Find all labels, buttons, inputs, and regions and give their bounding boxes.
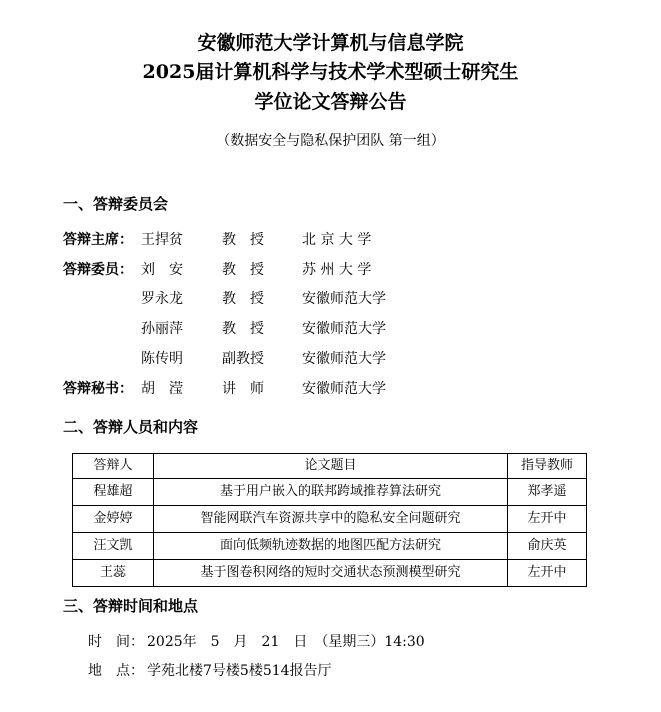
committee-heading: 一、答辩委员会 — [63, 195, 169, 213]
member-title: 教 授 — [222, 262, 264, 278]
table-row — [73, 506, 587, 533]
student-cell: 程雄超 — [73, 479, 154, 506]
topic-cell: 基于用户嵌入的联邦跨域推荐算法研究 — [154, 479, 508, 506]
table-row — [73, 533, 587, 560]
member-unit: 安徽师范大学 — [302, 351, 386, 367]
member-unit: 北 京 大 学 — [302, 232, 372, 248]
table-header-row — [73, 454, 587, 479]
member-unit: 安徽师范大学 — [302, 321, 386, 337]
time-value: 2025年 5 月 21 日 （星期三）14:30 — [147, 634, 425, 650]
column-header: 答辩人 — [73, 454, 154, 479]
member-name: 刘 安 — [141, 262, 183, 278]
advisor-cell: 郑孝遥 — [508, 479, 587, 506]
defense-table — [72, 453, 587, 587]
advisor-cell: 俞庆英 — [508, 533, 587, 560]
member-name: 陈传明 — [141, 351, 183, 367]
member-name: 孙丽萍 — [141, 321, 183, 337]
member-title: 教 授 — [222, 321, 264, 337]
member-title: 讲 师 — [222, 381, 264, 397]
advisor-cell: 左开中 — [508, 506, 587, 533]
column-header: 论文题目 — [154, 454, 508, 479]
topic-cell: 智能网联汽车资源共享中的隐私安全问题研究 — [154, 506, 508, 533]
member-unit: 安徽师范大学 — [302, 291, 386, 307]
place-label: 地 点： — [88, 663, 144, 679]
table-row — [73, 479, 587, 506]
member-name: 胡 滢 — [141, 381, 183, 397]
time-place-heading: 三、答辩时间和地点 — [63, 597, 199, 615]
column-header: 指导教师 — [508, 454, 587, 479]
role-label: 答辩主席： — [63, 232, 133, 248]
advisor-cell: 左开中 — [508, 560, 587, 587]
time-label: 时 间： — [88, 634, 144, 650]
role-label: 答辩委员： — [63, 262, 133, 278]
title-line-1: 安徽师范大学计算机与信息学院 — [197, 32, 464, 54]
defense-heading: 二、答辩人员和内容 — [63, 418, 199, 436]
topic-cell: 面向低频轨迹数据的地图匹配方法研究 — [154, 533, 508, 560]
member-name: 王捍贫 — [141, 232, 183, 248]
member-title: 副教授 — [222, 351, 264, 367]
member-title: 教 授 — [222, 291, 264, 307]
student-cell: 王蕊 — [73, 560, 154, 587]
subtitle: （数据安全与隐私保护团队 第一组） — [216, 133, 445, 149]
role-label: 答辩秘书： — [63, 381, 133, 397]
student-cell: 金婷婷 — [73, 506, 154, 533]
member-name: 罗永龙 — [141, 291, 183, 307]
title-line-2: 2025届计算机科学与技术学术型硕士研究生 — [142, 61, 519, 83]
member-unit: 安徽师范大学 — [302, 381, 386, 397]
member-unit: 苏 州 大 学 — [302, 262, 372, 278]
title-line-3: 学位论文答辩公告 — [254, 91, 407, 113]
student-cell: 汪文凯 — [73, 533, 154, 560]
topic-cell: 基于图卷积网络的短时交通状态预测模型研究 — [154, 560, 508, 587]
member-title: 教 授 — [222, 232, 264, 248]
place-value: 学苑北楼7号楼5楼514报告厅 — [147, 663, 332, 679]
table-row — [73, 560, 587, 587]
